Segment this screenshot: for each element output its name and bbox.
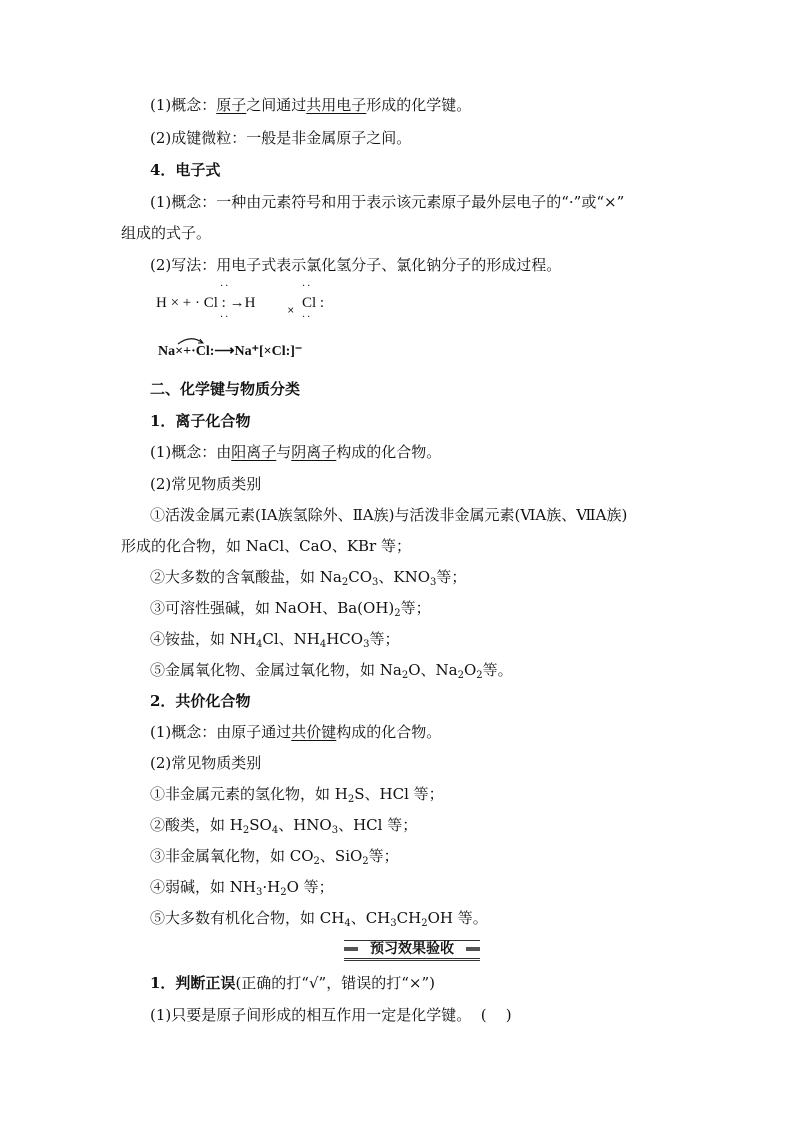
text: ①非金属元素的氢化物，如 H bbox=[150, 785, 348, 803]
text: SO bbox=[249, 816, 272, 834]
text: (1)概念：由 bbox=[150, 443, 232, 461]
text: 与 bbox=[276, 443, 292, 461]
preview-check-banner: 预习效果验收 bbox=[344, 940, 480, 961]
text: ④弱碱，如 NH bbox=[150, 878, 256, 896]
covalent-bond-concept bbox=[150, 95, 471, 115]
electron-transfer-arrow bbox=[176, 336, 206, 346]
ionic-concept bbox=[150, 442, 441, 462]
heading-ionic-compound: 1．离子化合物 bbox=[150, 412, 251, 430]
subscript: 2 bbox=[421, 918, 428, 929]
underlined-term: 共价键 bbox=[291, 723, 337, 741]
text: 等； bbox=[368, 847, 399, 865]
subscript: 2 bbox=[341, 577, 349, 588]
electron-dots: ·· bbox=[302, 281, 313, 292]
subscript: 3 bbox=[363, 639, 370, 650]
question-1-item-1: (1)只要是原子间形成的相互作用一定是化学键。 ( ) bbox=[150, 1006, 512, 1024]
hcl-left: H × + · Cl : →H bbox=[156, 295, 256, 311]
subscript: 2 bbox=[401, 670, 409, 681]
subscript: 2 bbox=[280, 887, 287, 898]
subscript: 4 bbox=[319, 639, 327, 650]
subscript: 4 bbox=[344, 918, 351, 929]
subscript: 2 bbox=[242, 825, 250, 836]
text: 构成的化合物。 bbox=[336, 723, 442, 741]
text: O、Na bbox=[408, 661, 458, 679]
text: 形成的化学键。 bbox=[366, 96, 472, 114]
text: 等。 bbox=[482, 661, 513, 679]
covalent-item-1 bbox=[150, 784, 444, 804]
text: (正确的打“√”，错误的打“×”) bbox=[235, 974, 435, 992]
underlined-term: 原子 bbox=[216, 96, 247, 114]
covalent-categories: (2)常见物质类别 bbox=[150, 754, 262, 772]
section-heading-bond-classification: 二、化学键与物质分类 bbox=[150, 380, 301, 398]
subscript: 4 bbox=[271, 825, 279, 836]
text: O bbox=[463, 661, 477, 679]
covalent-item-2 bbox=[150, 815, 417, 835]
text: ·H bbox=[262, 878, 281, 896]
text: ②酸类，如 H bbox=[150, 816, 243, 834]
text: 等； bbox=[436, 568, 467, 586]
subscript: 3 bbox=[430, 577, 437, 588]
text: Cl、NH bbox=[262, 630, 320, 648]
subscript: 3 bbox=[390, 918, 397, 929]
text: 、KNO bbox=[378, 568, 431, 586]
text: (1)概念：由原子通过 bbox=[150, 723, 292, 741]
subscript: 4 bbox=[255, 639, 263, 650]
section-heading-electron-formula: 4．电子式 bbox=[150, 161, 221, 179]
text: ③可溶性强碱，如 NaOH、Ba(OH) bbox=[150, 599, 395, 617]
covalent-item-3 bbox=[150, 846, 399, 866]
underlined-term: 共用电子 bbox=[306, 96, 367, 114]
ionic-item-1-cont: 形成的化合物，如 NaCl、CaO、KBr 等； bbox=[121, 537, 411, 555]
subscript: 3 bbox=[331, 825, 339, 836]
ionic-item-2 bbox=[150, 567, 466, 587]
electron-formula-concept-cont: 组成的式子。 bbox=[121, 224, 212, 242]
covalent-item-5 bbox=[150, 908, 488, 928]
nacl-formula: Na×+·Cl:⟶Na⁺[×Cl:]⁻ bbox=[158, 344, 303, 359]
text: ④铵盐，如 NH bbox=[150, 630, 256, 648]
ionic-item-4 bbox=[150, 629, 399, 649]
text: 等； bbox=[369, 630, 400, 648]
text: CH bbox=[396, 909, 422, 927]
question-1-heading bbox=[150, 973, 435, 993]
text: (1)概念： bbox=[150, 96, 217, 114]
hcl-right: Cl : bbox=[302, 295, 325, 311]
cross-electron: × bbox=[287, 306, 297, 316]
subscript: 2 bbox=[457, 670, 464, 681]
text: ⑤金属氧化物、金属过氧化物，如 Na bbox=[150, 661, 402, 679]
covalent-concept bbox=[150, 722, 441, 742]
text: ⑤大多数有机化合物，如 CH bbox=[150, 909, 345, 927]
covalent-item-4 bbox=[150, 877, 334, 897]
text: 之间通过 bbox=[246, 96, 307, 114]
text: ②大多数的含氧酸盐，如 Na bbox=[150, 568, 342, 586]
heading-covalent-compound: 2．共价化合物 bbox=[150, 692, 251, 710]
ionic-item-3 bbox=[150, 598, 431, 618]
underlined-term: 阴离子 bbox=[291, 443, 337, 461]
electron-dots: ·· bbox=[220, 312, 231, 323]
text: S、HCl 等； bbox=[354, 785, 444, 803]
text: 、CH bbox=[350, 909, 391, 927]
ionic-item-5 bbox=[150, 660, 513, 680]
electron-dots: ·· bbox=[220, 281, 231, 292]
text: 构成的化合物。 bbox=[336, 443, 442, 461]
text: 1．判断正误 bbox=[150, 974, 236, 992]
text: 、SiO bbox=[319, 847, 363, 865]
text: OH 等。 bbox=[427, 909, 488, 927]
text: 、HNO bbox=[278, 816, 332, 834]
underlined-term: 阳离子 bbox=[231, 443, 277, 461]
bonding-particles: (2)成键微粒：一般是非金属原子之间。 bbox=[150, 129, 412, 147]
writing-method: (2)写法：用电子式表示氯化氢分子、氯化钠分子的形成过程。 bbox=[150, 256, 562, 274]
subscript: 2 bbox=[313, 856, 320, 867]
text: HCO bbox=[326, 630, 364, 648]
subscript: 2 bbox=[362, 856, 369, 867]
subscript: 3 bbox=[255, 887, 263, 898]
text: 等； bbox=[400, 599, 431, 617]
ionic-categories: (2)常见物质类别 bbox=[150, 475, 262, 493]
text: CO bbox=[348, 568, 372, 586]
subscript: 3 bbox=[372, 577, 379, 588]
electron-formula-concept: (1)概念：一种由元素符号和用于表示该元素原子最外层电子的“·”或“×” bbox=[150, 193, 625, 211]
subscript: 2 bbox=[476, 670, 483, 681]
text: ③非金属氧化物，如 CO bbox=[150, 847, 314, 865]
subscript: 2 bbox=[347, 794, 355, 805]
electron-dots: ·· bbox=[302, 312, 313, 323]
text: 、HCl 等； bbox=[338, 816, 418, 834]
text: O 等； bbox=[286, 878, 334, 896]
ionic-item-1: ①活泼金属元素(ⅠA族氢除外、ⅡA族)与活泼非金属元素(ⅥA族、ⅦA族) bbox=[150, 506, 628, 524]
subscript: 2 bbox=[394, 608, 401, 619]
